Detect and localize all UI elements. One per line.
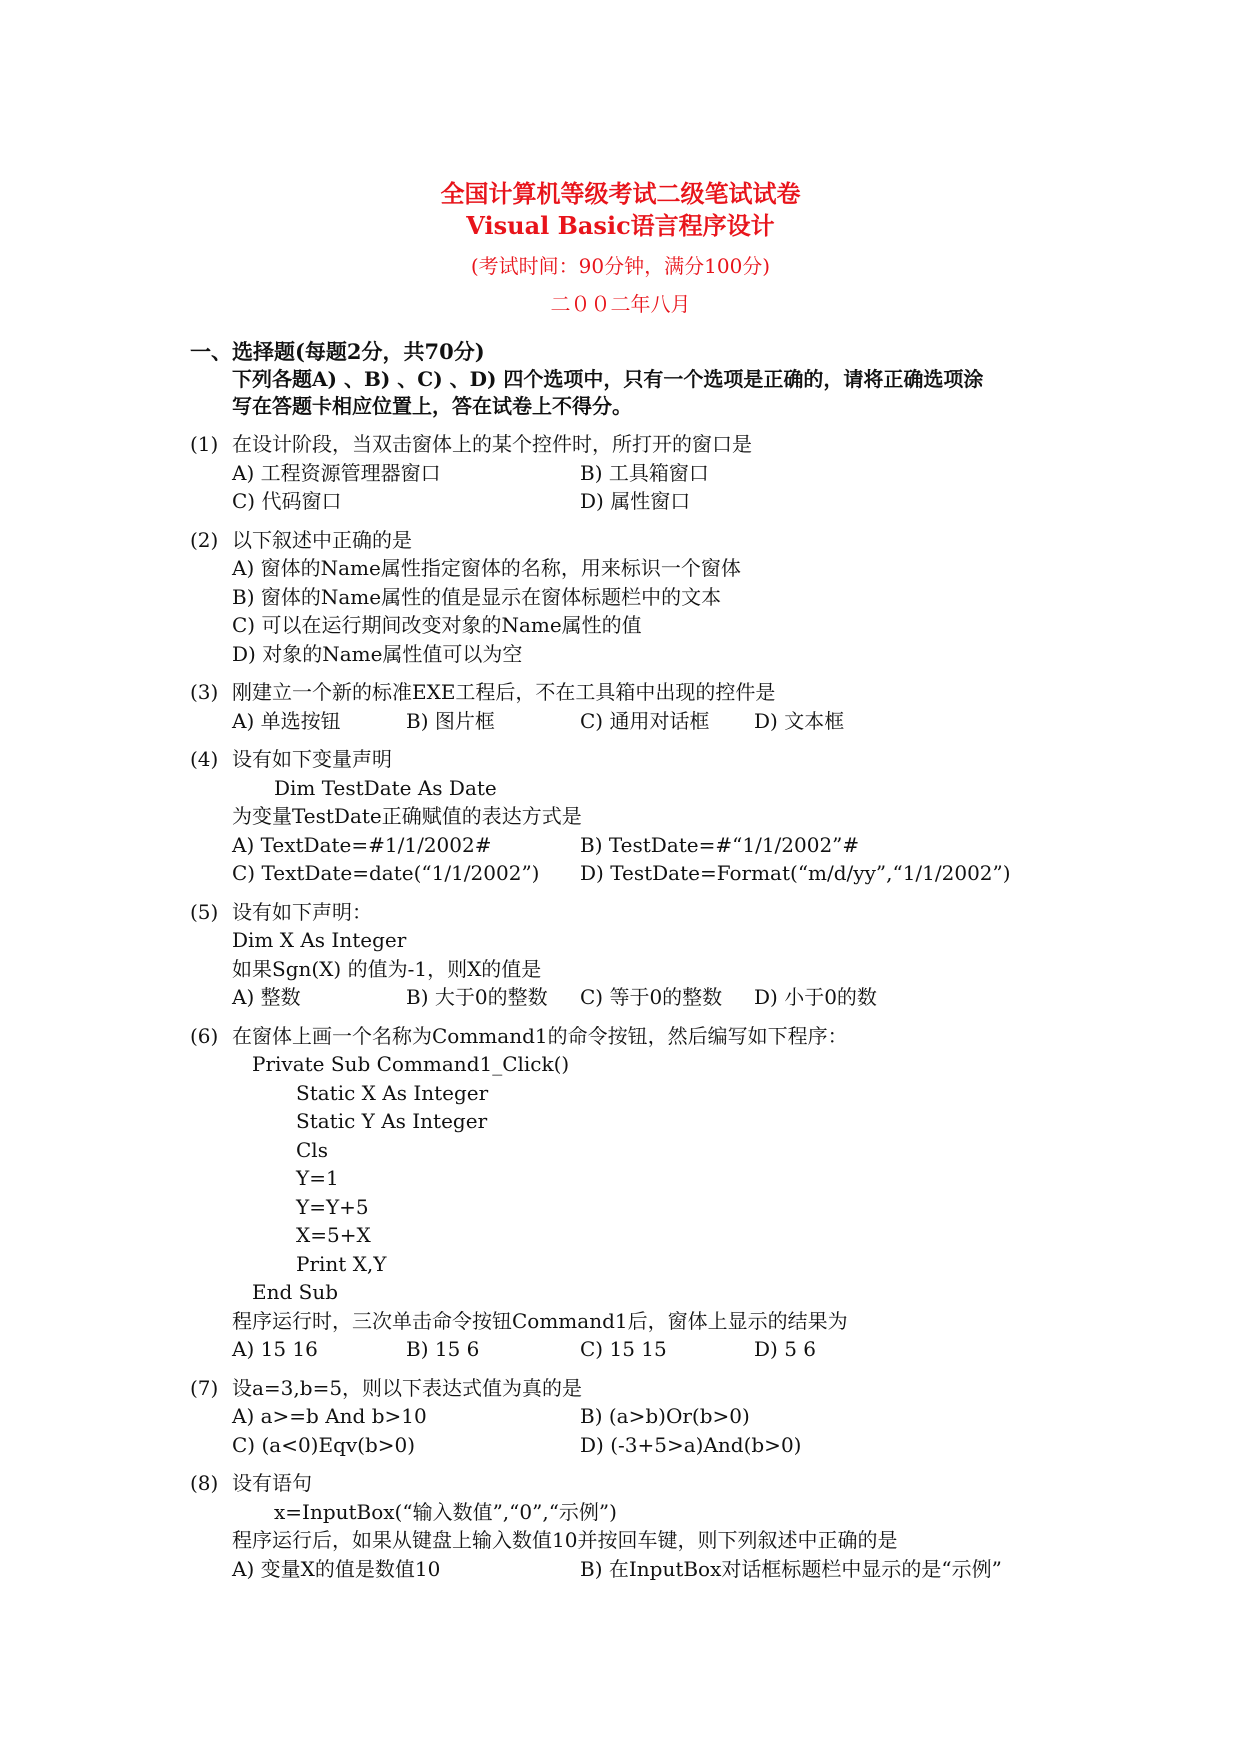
option-d: D) 文本框	[754, 708, 845, 733]
question-stem-continued: 如果Sgn(X) 的值为-1，则X的值是	[232, 956, 542, 981]
option-c: C) TextDate=date(“1/1/2002”)	[232, 861, 540, 885]
option-d: D) (-3+5>a)And(b>0)	[580, 1432, 802, 1457]
option-b: B) 大于0的整数	[406, 985, 548, 1009]
question-number: (1)	[190, 432, 219, 456]
exam-subject: Visual Basic语言程序设计	[466, 211, 775, 240]
option-b: B) (a>b)Or(b>0)	[580, 1404, 750, 1428]
section-instruction-line1: 下列各题A) 、B) 、C) 、D) 四个选项中，只有一个选项是正确的，请将正确选项涂	[232, 367, 984, 391]
option-b: B) 在InputBox对话框标题栏中显示的是“示例”	[580, 1556, 1002, 1581]
option-b: B) 15 6	[406, 1337, 480, 1361]
option-c: C) (a<0)Eqv(b>0)	[232, 1432, 416, 1457]
question-stem: 设有如下变量声明	[232, 747, 392, 771]
code-line: Private Sub Command1_Click()	[252, 1052, 570, 1076]
question-stem-continued: 程序运行后，如果从键盘上输入数值10并按回车键，则下列叙述中正确的是	[232, 1528, 898, 1552]
question-stem-continued: 为变量TestDate正确赋值的表达方式是	[232, 804, 582, 828]
question-number: (6)	[190, 1023, 219, 1048]
option-c: C) 通用对话框	[580, 708, 710, 733]
section-instruction-line2: 写在答题卡相应位置上，答在试卷上不得分。	[232, 394, 632, 418]
exam-content	[190, 338, 1090, 1583]
code-line: End Sub	[252, 1280, 339, 1304]
option-a: A) 变量X的值是数值10	[232, 1556, 441, 1581]
code-line: X=5+X	[296, 1223, 371, 1247]
option-d: D) 小于0的数	[754, 985, 877, 1009]
question-stem: 设a=3,b=5，则以下表达式值为真的是	[232, 1375, 583, 1400]
question-stem: 在设计阶段，当双击窗体上的某个控件时，所打开的窗口是	[232, 432, 752, 456]
question-8	[190, 1469, 1090, 1583]
question-number: (4)	[190, 747, 219, 771]
question-number: (3)	[190, 680, 219, 704]
question-3	[190, 678, 1090, 735]
option-d: D) 属性窗口	[580, 489, 691, 513]
code-line: Cls	[296, 1137, 328, 1162]
code-line: x=InputBox(“输入数值”,“0”,“示例”)	[274, 1499, 617, 1524]
option-b: B) 图片框	[406, 708, 495, 733]
option-b: B) 工具箱窗口	[580, 460, 709, 485]
option-a: A) 单选按钮	[232, 708, 341, 733]
option-c: C) 等于0的整数	[580, 985, 723, 1009]
option-d: D) 对象的Name属性值可以为空	[232, 641, 523, 666]
code-line: Print X,Y	[296, 1251, 387, 1276]
option-b: B) 窗体的Name属性的值是显示在窗体标题栏中的文本	[232, 584, 722, 609]
code-line: Dim X As Integer	[232, 928, 407, 952]
question-stem-continued: 程序运行时，三次单击命令按钮Command1后，窗体上显示的结果为	[232, 1308, 848, 1333]
question-stem: 刚建立一个新的标准EXE工程后，不在工具箱中出现的控件是	[232, 680, 776, 704]
code-line: Y=1	[296, 1166, 339, 1190]
question-7	[190, 1374, 1090, 1460]
exam-header	[0, 178, 1241, 318]
code-line: Static X As Integer	[296, 1080, 489, 1105]
option-a: A) 整数	[232, 985, 301, 1009]
question-5	[190, 898, 1090, 1012]
option-a: A) 工程资源管理器窗口	[232, 460, 441, 485]
question-number: (2)	[190, 527, 219, 552]
option-c: C) 可以在运行期间改变对象的Name属性的值	[232, 613, 642, 637]
question-4	[190, 745, 1090, 888]
option-a: A) 窗体的Name属性指定窗体的名称，用来标识一个窗体	[232, 556, 741, 580]
option-d: D) 5 6	[754, 1337, 817, 1361]
question-number: (5)	[190, 899, 219, 924]
option-c: C) 15 15	[580, 1337, 667, 1361]
exam-title: 全国计算机等级考试二级笔试试卷	[440, 179, 801, 208]
question-stem: 设有语句	[232, 1471, 312, 1495]
option-b: B) TestDate=#“1/1/2002”#	[580, 832, 860, 857]
code-line: Y=Y+5	[296, 1194, 369, 1219]
question-1	[190, 430, 1090, 516]
option-a: A) TextDate=#1/1/2002#	[232, 832, 492, 857]
question-number: (7)	[190, 1375, 219, 1400]
exam-time-note: (考试时间：90分钟，满分100分)	[470, 254, 771, 278]
question-6	[190, 1022, 1090, 1364]
code-line: Dim TestDate As Date	[274, 775, 497, 800]
code-line: Static Y As Integer	[296, 1109, 488, 1133]
option-d: D) TestDate=Format(“m/d/yy”,“1/1/2002”)	[580, 861, 1011, 885]
question-stem: 在窗体上画一个名称为Command1的命令按钮，然后编写如下程序：	[232, 1023, 848, 1048]
exam-date: 二００二年八月	[550, 292, 691, 316]
question-stem: 以下叙述中正确的是	[232, 527, 412, 552]
question-number: (8)	[190, 1471, 219, 1495]
question-2	[190, 526, 1090, 669]
option-c: C) 代码窗口	[232, 489, 342, 513]
question-stem: 设有如下声明：	[232, 899, 372, 924]
option-a: A) a>=b And b>10	[232, 1404, 427, 1428]
option-a: A) 15 16	[232, 1337, 318, 1361]
section-title: 一、选择题(每题2分，共70分)	[190, 339, 485, 364]
